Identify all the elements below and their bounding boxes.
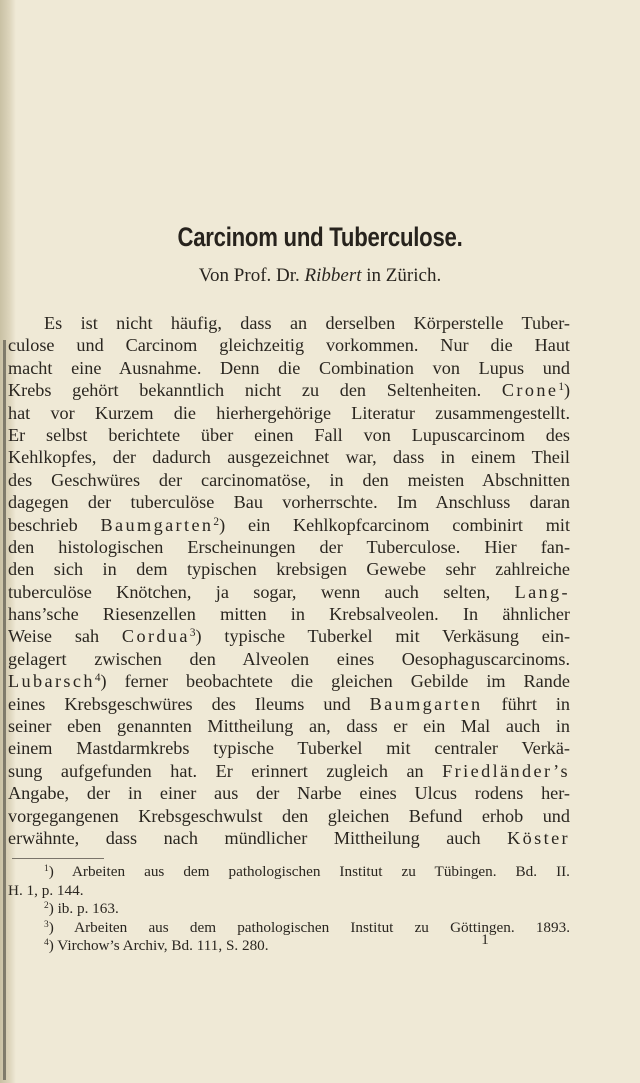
body-line: seiner eben genannten Mittheilung an, dass er ein Mal auch in	[8, 716, 570, 737]
footnote-text: Virchow’s Archiv, Bd. 111, S. 280.	[57, 937, 269, 955]
body-line: hans’sche Riesenzellen mitten in Krebsalveolen. In ähnlicher	[8, 604, 570, 625]
body-line: macht eine Ausnahme. Denn die Combination von Lupus und	[8, 357, 570, 378]
footnote-text: Arbeiten aus dem pathologischen Institut zu Göttingen. 1893.	[74, 918, 570, 936]
body-line	[8, 581, 570, 603]
footnote-number: 2	[44, 901, 49, 912]
body-line-text: ferner beobachtete die gleichen Gebilde im Rande	[124, 671, 570, 692]
body-line-text: typische Tuberkel mit Verkäsung ein-	[224, 626, 571, 647]
author-crone: Crone	[501, 380, 559, 401]
body-line-text: sung aufgefunden hat. Er erinnert zugleich an	[8, 760, 424, 781]
footnote: $^1$) Arbeiten aus dem pathologischen Institut zu Tübingen. Bd. II.	[44, 863, 570, 880]
byline	[0, 265, 640, 287]
footnote-text: H. 1, p. 144.	[8, 881, 84, 899]
article-title: Carcinom und Tuberculose.	[177, 222, 463, 252]
body-line: Weise sah Cordua$^3$) typische Tuberkel mit Verkäsung ein-	[8, 626, 571, 647]
body-line	[8, 827, 570, 849]
footnote-ref: 2	[213, 515, 220, 528]
body-line-text: Weise sah	[8, 626, 100, 647]
body-line-text: eines Krebsgeschwüres des Ileums und	[8, 693, 351, 714]
body-text	[8, 312, 570, 849]
body-line: des Geschwüres der carcinomatöse, in den meisten Abschnitten	[8, 469, 570, 490]
body-line: Angabe, der in einer aus der Narbe eines Ulcus rodens her-	[8, 783, 570, 804]
footnote-number: 3	[44, 919, 49, 930]
page-number: 1	[481, 932, 489, 948]
body-line-text: Krebs gehört bekanntlich nicht zu den Seltenheiten.	[8, 380, 482, 401]
body-line: Es ist nicht häufig, dass an derselben Körperstelle Tuber-	[44, 313, 570, 333]
footnote-ref: 1	[558, 380, 564, 393]
footnote: $^2$) ib. p. 163.	[44, 900, 119, 918]
body-line-text: ein Kehlkopfcarcinom combinirt mit	[247, 514, 571, 535]
author-lang: Lang-	[514, 581, 571, 602]
body-line-text: tuberculöse Knötchen, ja sogar, wenn auch selten,	[8, 581, 491, 602]
body-line: den histologischen Erscheinungen der Tuberculose. Hier fan-	[8, 536, 570, 557]
body-line: vorgegangenen Krebsgeschwulst den gleichen Befund erhob und	[8, 805, 570, 826]
byline-prefix: Von Prof. Dr.	[198, 265, 300, 286]
footnote: $^4$) Virchow’s Archiv, Bd. 111, S. 280.	[44, 937, 269, 955]
body-line	[8, 760, 570, 782]
body-line: gelagert zwischen den Alveolen eines Oesophaguscarcinoms.	[8, 648, 570, 669]
body-line: Krebs gehört bekanntlich nicht zu den Seltenheiten. Crone$^1$)	[8, 380, 571, 401]
footnote-number: 1	[44, 863, 49, 874]
body-line: beschrieb Baumgarten$^2$) ein Kehlkopfcarcinom combinirt mit	[8, 514, 571, 535]
footnote-ref: 3	[189, 627, 196, 640]
footnote-text: ib. p. 163.	[57, 900, 119, 918]
body-line: Lubarsch$^4$) ferner beobachtete die gleichen Gebilde im Rande	[8, 671, 570, 692]
footnote: $^3$) Arbeiten aus dem pathologischen Institut zu Göttingen. 1893.	[44, 918, 570, 936]
footnote	[8, 882, 570, 901]
body-line: einem Mastdarmkrebs typische Tuberkel mit centraler Verkä-	[8, 738, 570, 759]
body-line: dagegen der tuberculöse Bau vorherrschte. Im Anschluss daran	[8, 492, 570, 513]
footnote-number: 4	[44, 938, 49, 949]
body-line-text: beschrieb	[8, 514, 78, 535]
body-line: den sich in dem typischen krebsigen Gewebe sehr zahlreiche	[8, 559, 570, 580]
byline-suffix: in Zürich.	[366, 265, 442, 286]
author-friedlaender: Friedländer’s	[442, 760, 571, 781]
footnote-divider	[12, 858, 104, 859]
author-name: Ribbert	[304, 265, 362, 286]
author-lubarsch: Lubarsch	[8, 671, 95, 692]
footnote-text: Arbeiten aus dem pathologischen Institut zu Tübingen. Bd. II.	[71, 863, 570, 880]
body-line: hat vor Kurzem die hierhergehörige Literatur zusammengestellt.	[8, 402, 570, 423]
body-line	[8, 693, 570, 715]
body-line-text: erwähnte, dass nach mündlicher Mittheilung auch	[8, 827, 481, 848]
author-cordua: Cordua	[121, 626, 190, 647]
author-koester: Köster	[507, 827, 571, 848]
body-line: culose und Carcinom gleichzeitig vorkommen. Nur die Haut	[8, 335, 570, 356]
footnote-ref: 4	[94, 672, 101, 685]
body-line: Er selbst berichtete über einen Fall von Lupuscarcinom des	[8, 424, 570, 445]
body-line: Kehlkopfes, der dadurch ausgezeichnet war, dass in einem Theil	[8, 447, 570, 468]
author-baumgarten: Baumgarten	[369, 693, 483, 714]
author-baumgarten: Baumgarten	[100, 514, 214, 535]
body-line-text: führt in	[501, 693, 571, 714]
